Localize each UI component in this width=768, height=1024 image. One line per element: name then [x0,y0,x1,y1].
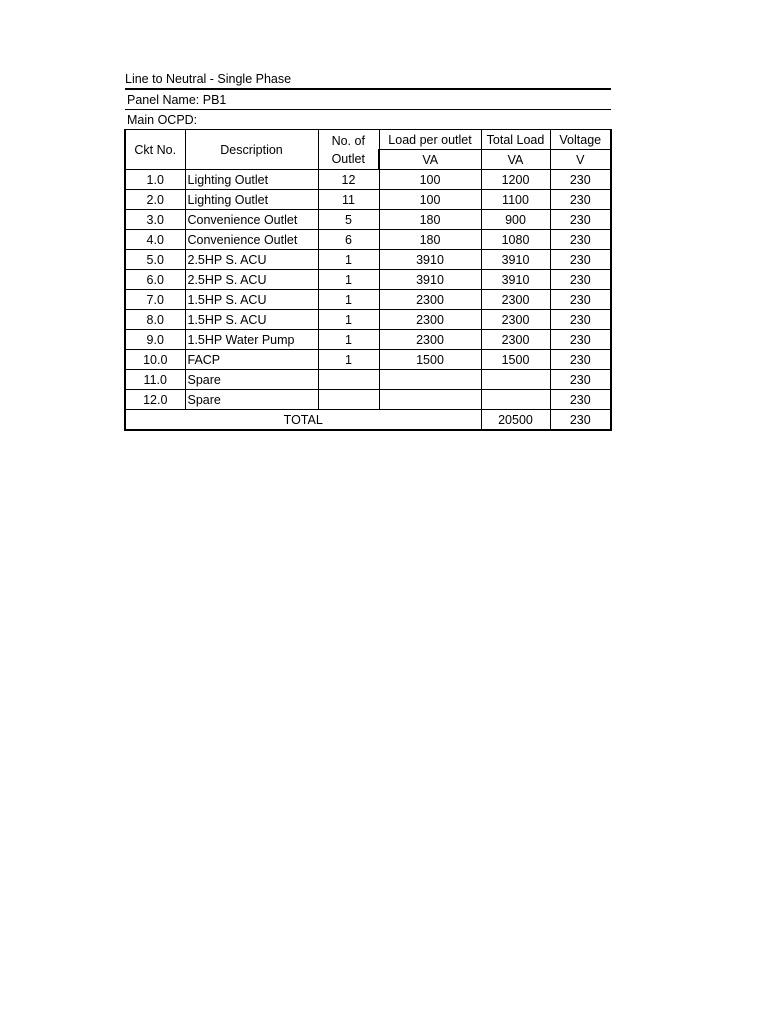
cell-load-per-outlet: 3910 [379,270,481,290]
cell-ckt-no: 5.0 [125,250,185,270]
cell-total-load: 900 [481,210,550,230]
cell-voltage: 230 [550,370,611,390]
cell-no-of-outlet: 1 [318,250,379,270]
panel-schedule [124,70,610,431]
cell-load-per-outlet: 180 [379,230,481,250]
cell-ckt-no: 10.0 [125,350,185,370]
cell-total-load: 2300 [481,330,550,350]
cell-ckt-no: 9.0 [125,330,185,350]
panel-table [124,88,612,431]
cell-ckt-no: 8.0 [125,310,185,330]
header-no-of-outlet [318,130,379,170]
header-total-unit: VA [481,150,550,170]
cell-ckt-no: 11.0 [125,370,185,390]
cell-description: 1.5HP S. ACU [185,290,318,310]
cell-total-load [481,390,550,410]
cell-ckt-no: 2.0 [125,190,185,210]
header-ckt-no: Ckt No. [125,130,185,170]
cell-no-of-outlet: 1 [318,270,379,290]
table-row [125,310,611,330]
table-row [125,370,611,390]
header-voltage-unit: V [550,150,611,170]
table-row [125,290,611,310]
cell-ckt-no: 3.0 [125,210,185,230]
cell-total-load: 1200 [481,170,550,190]
cell-no-of-outlet: 11 [318,190,379,210]
cell-no-of-outlet: 1 [318,330,379,350]
cell-total-load: 3910 [481,270,550,290]
cell-no-of-outlet [318,390,379,410]
table-row [125,210,611,230]
cell-description: Lighting Outlet [185,170,318,190]
cell-total-load: 1100 [481,190,550,210]
cell-description: 2.5HP S. ACU [185,270,318,290]
table-row [125,330,611,350]
cell-description: FACP [185,350,318,370]
cell-voltage: 230 [550,330,611,350]
cell-ckt-no: 12.0 [125,390,185,410]
main-ocpd: Main OCPD: [125,110,611,130]
cell-ckt-no: 6.0 [125,270,185,290]
total-voltage-value: 230 [550,410,611,431]
document-title: Line to Neutral - Single Phase [125,72,292,86]
cell-description: 2.5HP S. ACU [185,250,318,270]
cell-total-load: 3910 [481,250,550,270]
header-total-load: Total Load [481,130,550,150]
header-description: Description [185,130,318,170]
panel-name: Panel Name: PB1 [125,89,611,110]
total-label: TOTAL [125,410,481,431]
cell-total-load: 2300 [481,310,550,330]
cell-voltage: 230 [550,230,611,250]
cell-description: 1.5HP S. ACU [185,310,318,330]
cell-load-per-outlet: 2300 [379,310,481,330]
cell-load-per-outlet: 1500 [379,350,481,370]
cell-description: Convenience Outlet [185,230,318,250]
cell-no-of-outlet: 12 [318,170,379,190]
cell-no-of-outlet: 5 [318,210,379,230]
table-row [125,190,611,210]
cell-total-load: 2300 [481,290,550,310]
table-row [125,390,611,410]
table-row [125,350,611,370]
cell-load-per-outlet: 2300 [379,330,481,350]
cell-ckt-no: 7.0 [125,290,185,310]
cell-load-per-outlet: 180 [379,210,481,230]
cell-ckt-no: 1.0 [125,170,185,190]
cell-load-per-outlet: 100 [379,170,481,190]
cell-description: Spare [185,370,318,390]
cell-no-of-outlet: 6 [318,230,379,250]
cell-total-load: 1080 [481,230,550,250]
header-voltage: Voltage [550,130,611,150]
cell-voltage: 230 [550,270,611,290]
table-row [125,230,611,250]
cell-description: Lighting Outlet [185,190,318,210]
header-row [125,130,611,150]
cell-voltage: 230 [550,390,611,410]
header-outlet: Outlet [331,151,365,166]
cell-no-of-outlet: 1 [318,290,379,310]
cell-description: Convenience Outlet [185,210,318,230]
main-ocpd-row [125,110,611,130]
cell-total-load: 1500 [481,350,550,370]
panel-name-row [125,89,611,110]
cell-voltage: 230 [550,210,611,230]
cell-voltage: 230 [550,310,611,330]
cell-load-per-outlet: 3910 [379,250,481,270]
cell-ckt-no: 4.0 [125,230,185,250]
cell-load-per-outlet [379,390,481,410]
cell-load-per-outlet: 2300 [379,290,481,310]
cell-voltage: 230 [550,190,611,210]
cell-description: Spare [185,390,318,410]
table-row [125,170,611,190]
cell-voltage: 230 [550,170,611,190]
header-no-of: No. of [331,133,365,148]
table-row [125,270,611,290]
cell-voltage: 230 [550,350,611,370]
cell-load-per-outlet: 100 [379,190,481,210]
cell-no-of-outlet: 1 [318,310,379,330]
header-load-unit: VA [379,150,481,170]
cell-total-load [481,370,550,390]
cell-no-of-outlet: 1 [318,350,379,370]
cell-description: 1.5HP Water Pump [185,330,318,350]
cell-voltage: 230 [550,290,611,310]
cell-voltage: 230 [550,250,611,270]
cell-load-per-outlet [379,370,481,390]
cell-no-of-outlet [318,370,379,390]
header-load-per-outlet: Load per outlet [379,130,481,150]
total-row [125,410,611,431]
total-load-value: 20500 [481,410,550,431]
table-row [125,250,611,270]
